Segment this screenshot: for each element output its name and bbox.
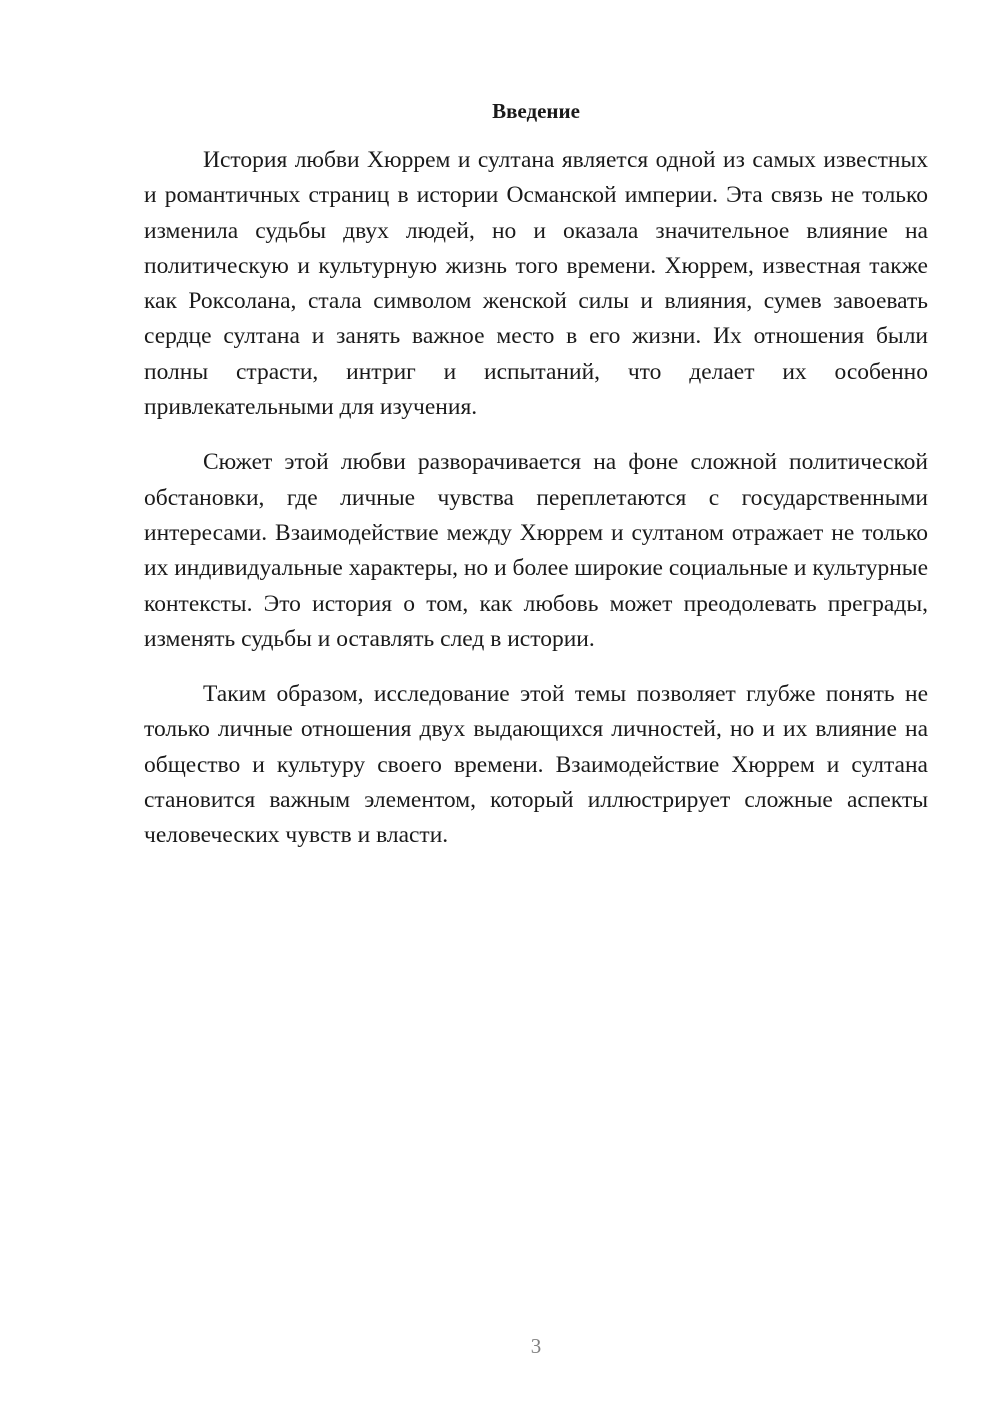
body-text bbox=[144, 143, 928, 874]
paragraph-2: Сюжет этой любви разворачивается на фоне сложной политической обстановки, где личные чувства переплетаются с государственными интересами. Взаимодействие между Хюррем и султаном отражает не только их индивидуальные характеры, но и более широкие социальные и культурные контексты. Это история о том, как любовь может преодолевать преграды, изменять судьбы и оставлять след в истории. bbox=[144, 449, 928, 652]
paragraph-1: История любви Хюррем и султана является одной из самых известных и романтичных страниц в истории Османской империи. Эта связь не только изменила судьбы двух людей, но и оказала значительное влияние на политическую и культурную жизнь того времени. Хюррем, известная также как Роксолана, стала символом женской силы и влияния, сумев завоевать сердце султана и занять важное место в его жизни. Их отношения были полны страсти, интриг и испытаний, что делает их особенно привлекательными для изучения. bbox=[144, 147, 928, 421]
paragraph-3: Таким образом, исследование этой темы позволяет глубже понять не только личные отношения двух выдающихся личностей, но и их влияние на общество и культуру своего времени. Взаимодействие Хюррем и султана становится важным элементом, который иллюстрирует сложные аспекты человеческих чувств и власти. bbox=[144, 681, 928, 849]
section-heading: Введение bbox=[492, 99, 580, 123]
page-number: 3 bbox=[530, 1334, 542, 1358]
